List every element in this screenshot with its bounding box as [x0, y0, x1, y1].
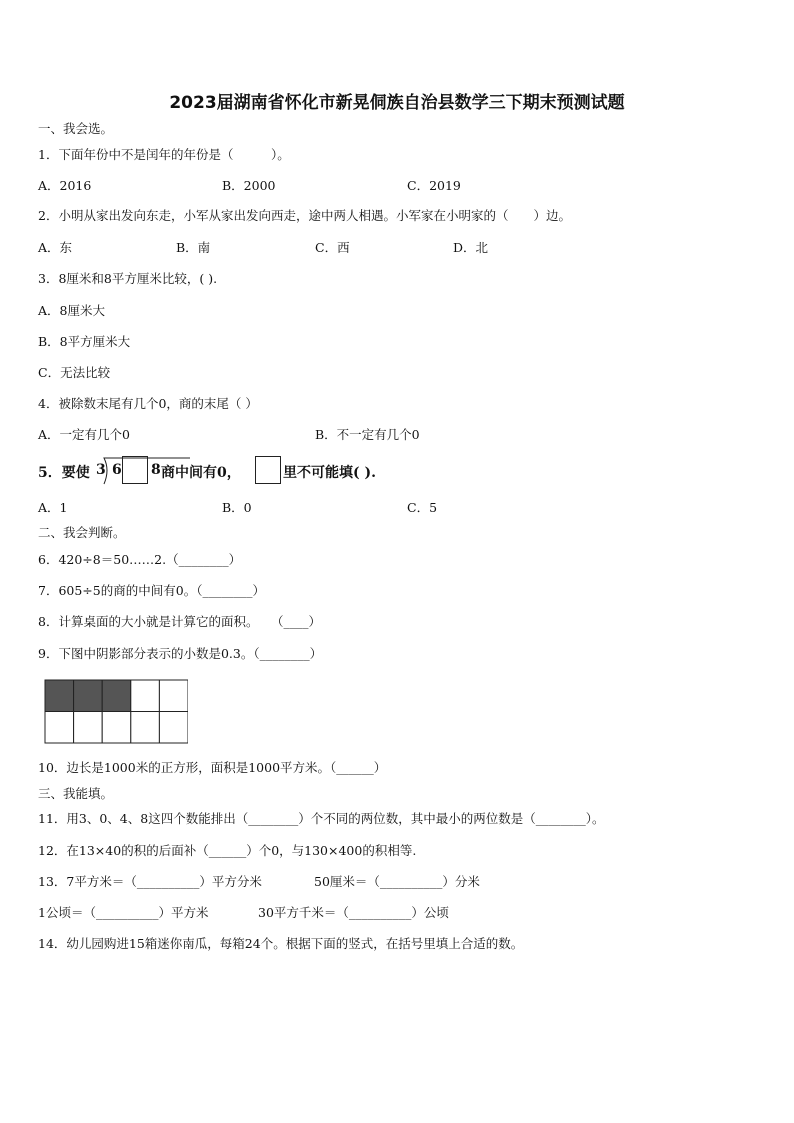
grid-cells: [45, 680, 188, 743]
q5-dividend-digit-1: 6: [112, 462, 122, 478]
q4-option-b: B．不一定有几个0: [315, 427, 420, 442]
q1-option-c: C．2019: [407, 178, 461, 193]
q3-option-a: A．8厘米大: [38, 303, 105, 318]
grid-cell: [159, 712, 188, 744]
q1-option-b: B．2000: [222, 178, 276, 193]
question-9: 9．下图中阴影部分表示的小数是0.3。（________）: [38, 646, 323, 661]
section-heading-fill: 三、我能填。: [38, 786, 114, 801]
question-8: 8．计算桌面的大小就是计算它的面积。 （____）: [38, 614, 321, 629]
question-13-part-3: 1公顷＝（__________）平方米: [38, 905, 209, 920]
q4-option-a: A．一定有几个0: [38, 427, 130, 442]
grid-cell: [45, 712, 74, 744]
q5-answer-box-digit[interactable]: [255, 456, 281, 484]
q3-option-b: B．8平方厘米大: [38, 334, 131, 349]
question-11: 11．用3、0、4、8这四个数能排出（________）个不同的两位数，其中最小的两位数是（________）。: [38, 811, 605, 826]
grid-cell: [74, 712, 103, 744]
section-heading-choice: 一、我会选。: [38, 121, 114, 136]
page-title: 2023届湖南省怀化市新晃侗族自治县数学三下期末预测试题: [169, 93, 625, 113]
q5-option-b: B．0: [222, 500, 252, 515]
question-4: 4．被除数末尾有几个0，商的末尾（ ）: [38, 396, 258, 411]
q5-option-c: C．5: [407, 500, 438, 515]
section-heading-judge: 二、我会判断。: [38, 525, 126, 540]
q5-dividend-digit-2: 8: [151, 462, 161, 478]
question-13-part-4: 30平方千米＝（__________）公顷: [258, 905, 449, 920]
question-14: 14．幼儿园购进15箱迷你南瓜，每箱24个。根据下面的竖式，在括号里填上合适的数。: [38, 936, 524, 951]
grid-cell-shaded: [74, 680, 103, 712]
question-13-part-2: 50厘米＝（__________）分米: [314, 874, 480, 889]
grid-cell: [131, 712, 160, 744]
decimal-grid-figure: [44, 679, 188, 744]
q2-option-d: D．北: [453, 240, 489, 255]
question-6: 6．420÷8＝50……2.（________）: [38, 552, 242, 567]
question-2: 2．小明从家出发向东走，小军从家出发向西走，途中两人相遇。小军家在小明家的（ ）边。: [38, 208, 571, 223]
question-10: 10．边长是1000米的正方形，面积是1000平方米。（______）: [38, 760, 387, 775]
question-12: 12．在13×40的积的后面补（______）个0，与130×400的积相等.: [38, 843, 417, 858]
q2-option-a: A．东: [38, 240, 73, 255]
q3-option-c: C．无法比较: [38, 365, 111, 380]
question-3: 3．8厘米和8平方厘米比较，( ).: [38, 271, 218, 286]
question-1: 1．下面年份中不是闰年的年份是（ ）。: [38, 147, 290, 162]
q5-suffix: 里不可能填( ).: [283, 465, 376, 481]
grid-cell: [131, 680, 160, 712]
question-7: 7．605÷5的商的中间有0。（________）: [38, 583, 265, 598]
question-13-part-1: 13．7平方米＝（__________）平方分米: [38, 874, 262, 889]
q2-option-b: B．南: [176, 240, 211, 255]
q5-divisor: 3: [96, 462, 106, 478]
grid-cell: [102, 712, 131, 744]
q5-option-a: A．1: [38, 500, 68, 515]
q5-prefix: 5．要使: [38, 465, 90, 481]
q5-answer-box-dividend[interactable]: [122, 456, 148, 484]
q5-mid-text: 商中间有0，: [161, 465, 241, 481]
q2-option-c: C．西: [315, 240, 350, 255]
grid-cell: [159, 680, 188, 712]
q1-option-a: A．2016: [38, 178, 92, 193]
grid-cell-shaded: [45, 680, 74, 712]
grid-cell-shaded: [102, 680, 131, 712]
